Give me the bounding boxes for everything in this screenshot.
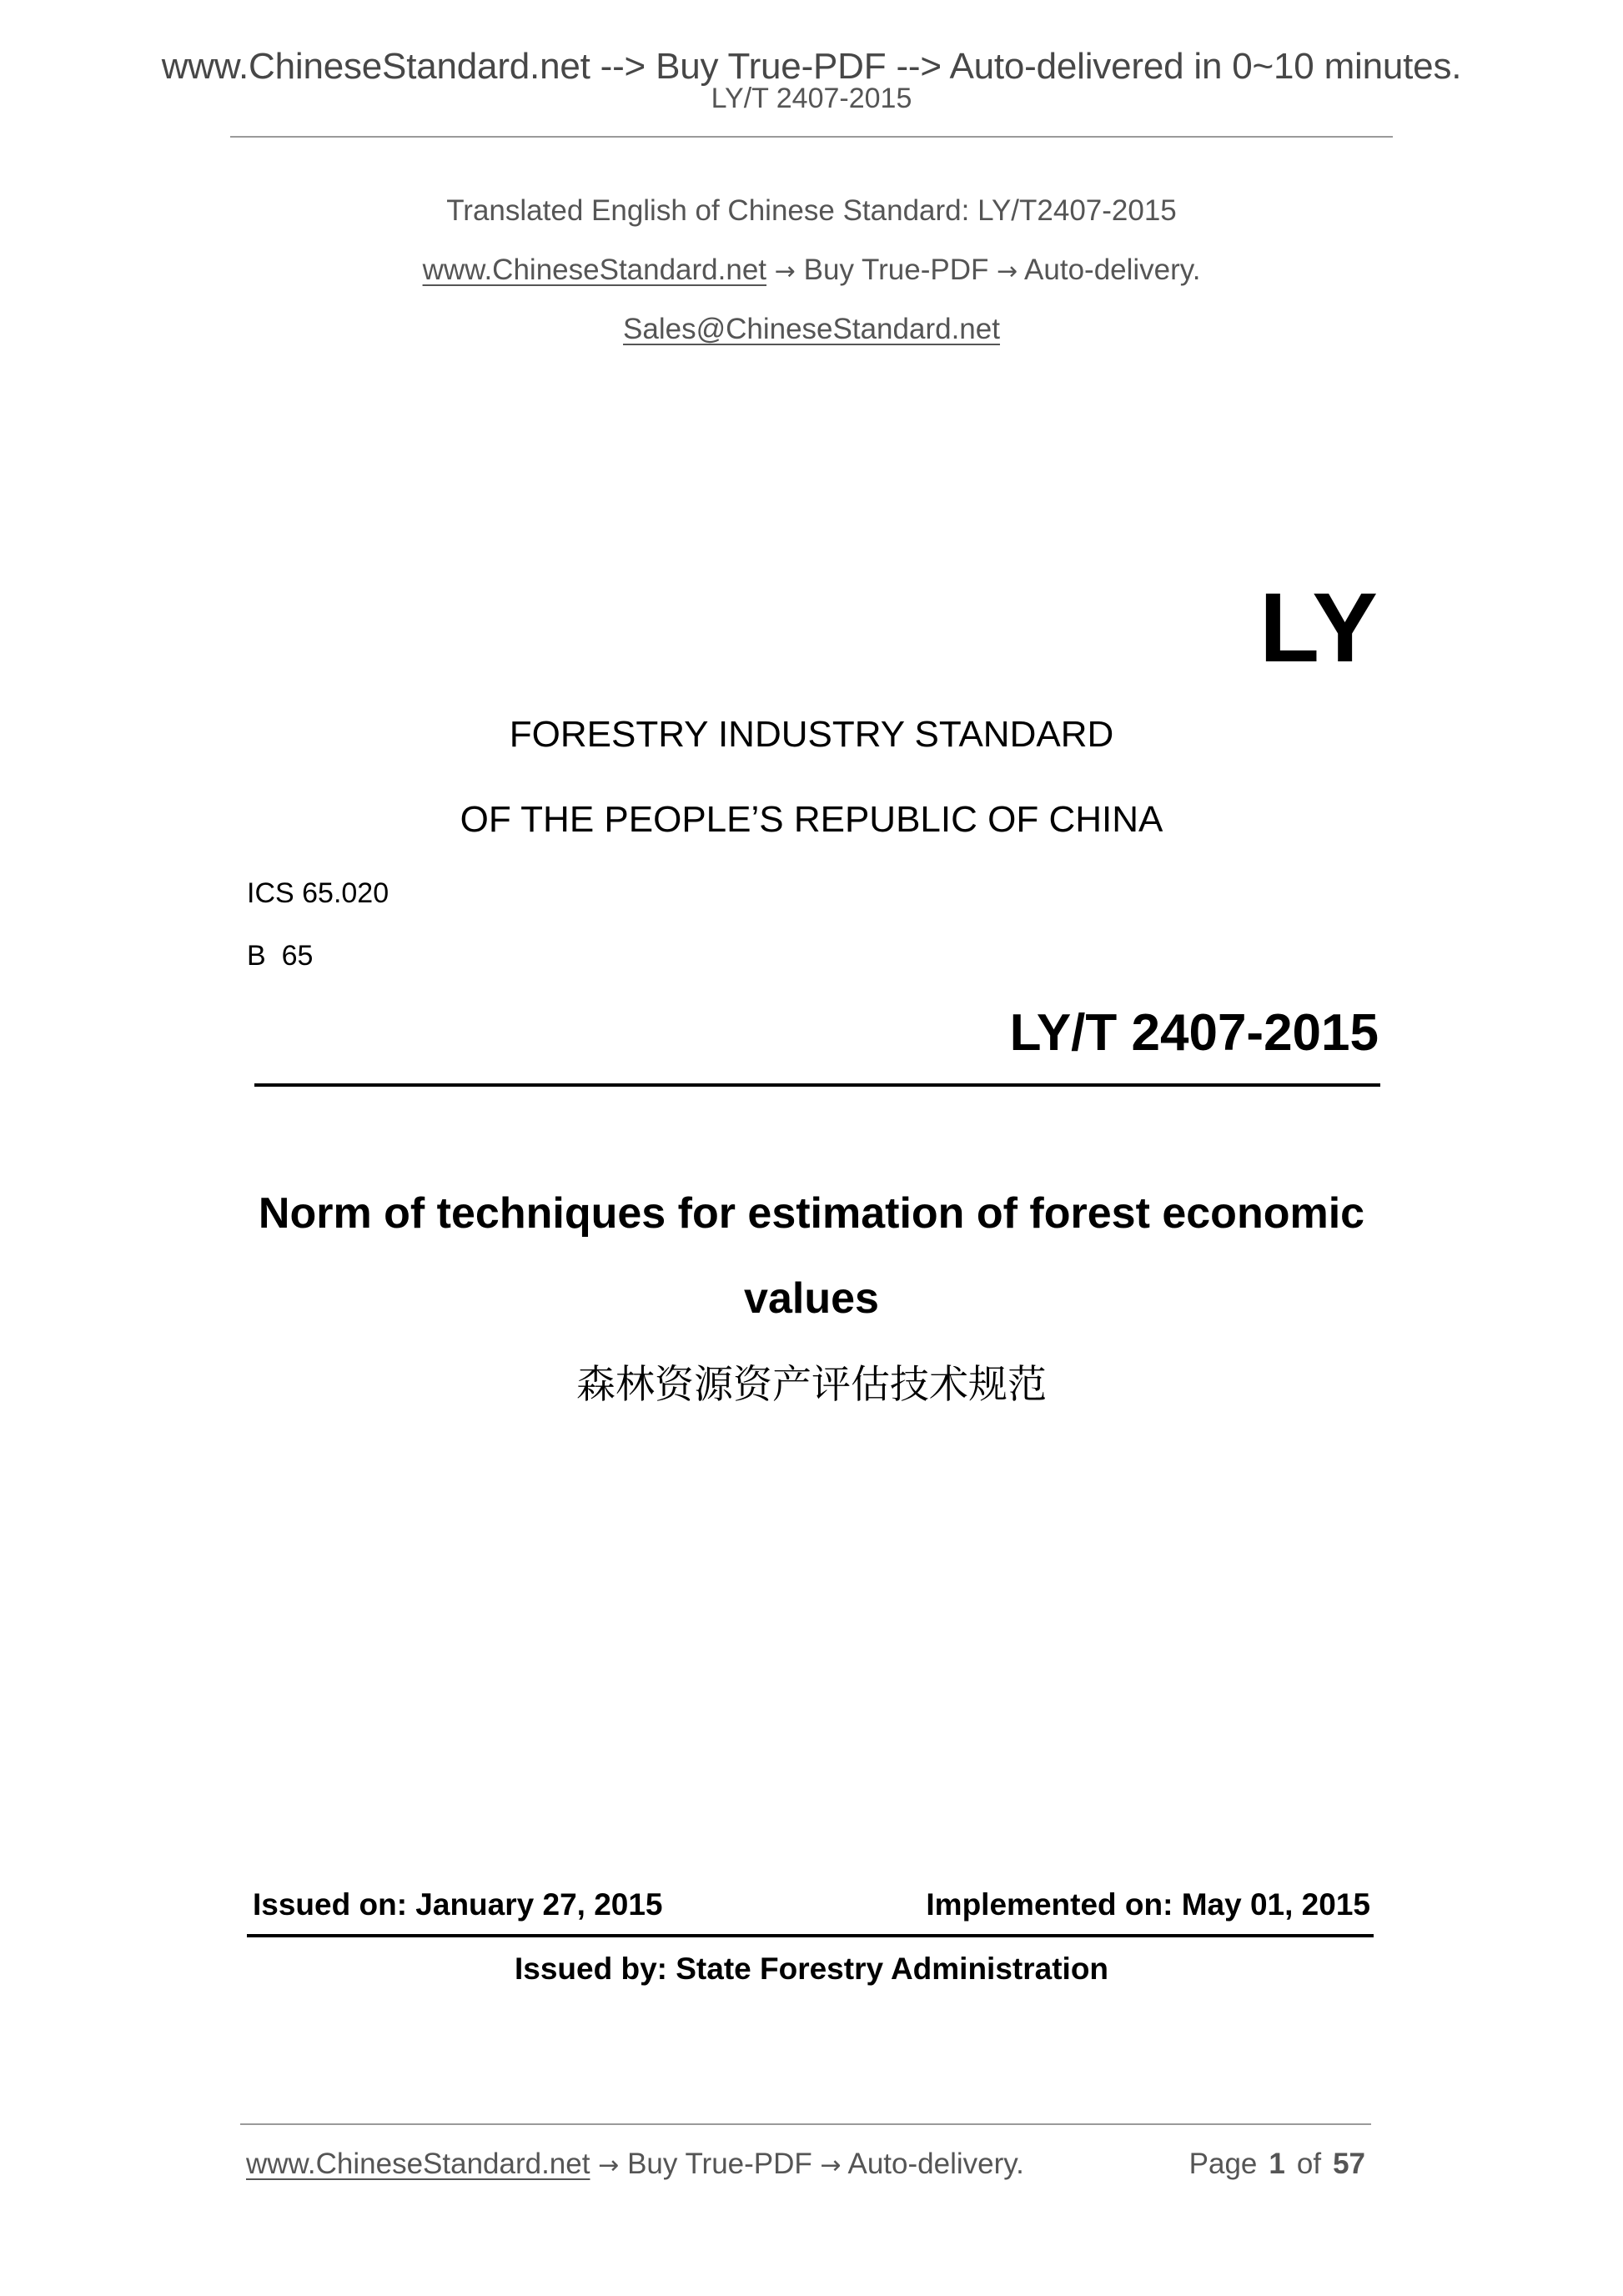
site-link[interactable]: www.ChineseStandard.net <box>422 254 767 286</box>
ccs-code: B 65 <box>247 940 314 972</box>
header-promo-line: www.ChineseStandard.net --> Buy True-PDF --> Auto-delivered in 0~10 minutes. <box>161 46 1462 87</box>
header-divider <box>230 136 1393 138</box>
standard-country-heading: OF THE PEOPLE’S REPUBLIC OF CHINA <box>460 799 1163 840</box>
arrow-right-icon: → <box>774 257 796 286</box>
implemented-on-date: Implemented on: May 01, 2015 <box>926 1887 1370 1922</box>
page-label: Page <box>1188 2148 1258 2180</box>
standard-category-heading: FORESTRY INDUSTRY STANDARD <box>509 714 1114 755</box>
title-chinese: 森林资源资产评估技术规范 <box>576 1362 1047 1408</box>
issued-by: Issued by: State Forestry Administration <box>514 1952 1109 1986</box>
standard-number-divider <box>254 1083 1380 1087</box>
ly-logo: LY <box>1259 573 1379 683</box>
translation-notice: Translated English of Chinese Standard: LY/T2407-2015 <box>446 194 1177 227</box>
page-current: 1 <box>1269 2148 1285 2180</box>
header-doc-code: LY/T 2407-2015 <box>711 83 912 114</box>
page-total: 57 <box>1333 2148 1365 2180</box>
page-of-label: of <box>1296 2148 1322 2180</box>
arrow-right-icon: → <box>598 2151 620 2180</box>
issued-on-date: Issued on: January 27, 2015 <box>253 1887 663 1922</box>
arrow-right-icon: → <box>997 257 1018 286</box>
auto-delivery-label: Auto-delivery. <box>1024 254 1201 286</box>
footer-promo <box>246 2147 1024 2183</box>
title-english-line1: Norm of techniques for estimation of forest economic <box>258 1189 1365 1238</box>
footer-buy-label: Buy True-PDF <box>627 2148 812 2180</box>
sales-email-link[interactable]: Sales@ChineseStandard.net <box>623 313 1000 345</box>
translation-buy-line <box>0 253 1623 289</box>
title-english-line2: values <box>744 1274 879 1323</box>
footer-divider <box>240 2123 1371 2125</box>
ics-code: ICS 65.020 <box>247 877 389 909</box>
footer-site-link[interactable]: www.ChineseStandard.net <box>246 2148 590 2180</box>
arrow-right-icon: → <box>820 2151 842 2180</box>
page-indicator <box>1189 2147 1365 2182</box>
standard-number: LY/T 2407-2015 <box>1009 1004 1379 1062</box>
footer-delivery-label: Auto-delivery. <box>847 2148 1024 2180</box>
buy-true-pdf-label: Buy True-PDF <box>803 254 989 286</box>
issue-divider <box>247 1934 1374 1937</box>
email-line <box>0 312 1623 347</box>
